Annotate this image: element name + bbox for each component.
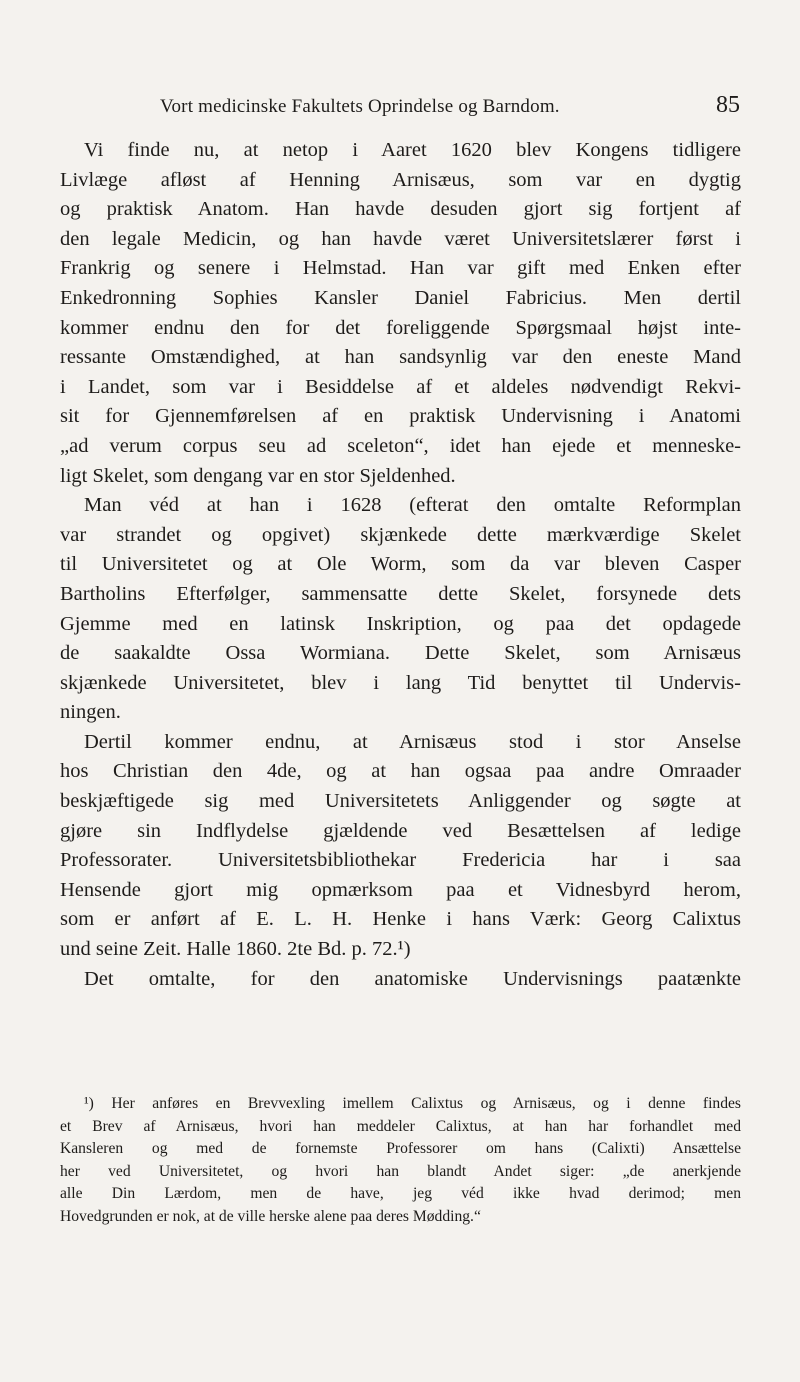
text-line: sit for Gjennemførelsen af en praktisk Undervisning i Anatomi: [60, 405, 741, 428]
text-line: ningen.: [60, 701, 121, 724]
text-line: Enkedronning Sophies Kansler Daniel Fabricius. Men dertil: [60, 286, 741, 309]
footnote-line: et Brev af Arnisæus, hvori han meddeler Calixtus, at han har forhandlet med: [60, 1117, 741, 1135]
body-text: [60, 136, 741, 994]
text-line: kommer endnu den for det foreliggende Spørgsmaal højst inte-: [60, 316, 741, 339]
text-line: Hensende gjort mig opmærksom paa et Vidnesbyrd herom,: [60, 878, 741, 901]
text-line: Professorater. Universitetsbibliothekar Fredericia har i saa: [60, 849, 741, 872]
text-line: Gjemme med en latinsk Inskription, og paa det opdagede: [60, 612, 741, 635]
page-header: [60, 92, 740, 122]
text-line: „ad verum corpus seu ad sceleton“, idet han ejede et menneske-: [60, 434, 741, 457]
text-line: ressante Omstændighed, at han sandsynlig var den eneste Mand: [60, 346, 741, 369]
footnote-line: ¹) Her anføres en Brevvexling imellem Calixtus og Arnisæus, og i denne findes: [84, 1095, 741, 1112]
footnote-line: Kansleren og med de fornemste Professorer om hans (Calixti) Ansættelse: [60, 1140, 741, 1158]
text-line: und seine Zeit. Halle 1860. 2te Bd. p. 72.¹): [60, 938, 411, 961]
text-line: hos Christian den 4de, og at han ogsaa paa andre Omraader: [60, 760, 741, 783]
text-line: som er anført af E. L. H. Henke i hans Værk: Georg Calixtus: [60, 908, 741, 931]
text-line: Det omtalte, for den anatomiske Undervisnings paatænkte: [84, 967, 741, 990]
text-line: den legale Medicin, og han havde været Universitetslærer først i: [60, 227, 741, 250]
text-line: og praktisk Anatom. Han havde desuden gjort sig fortjent af: [60, 198, 741, 221]
text-line: ligt Skelet, som dengang var en stor Sjeldenhed.: [60, 464, 456, 487]
running-title: Vort medicinske Fakultets Oprindelse og Barndom.: [160, 96, 560, 117]
footnote-line: Hovedgrunden er nok, at de ville herske alene paa deres Mødding.“: [60, 1207, 481, 1225]
text-line: Vi finde nu, at netop i Aaret 1620 blev Kongens tidligere: [84, 139, 741, 161]
footnote-line: alle Din Lærdom, men de have, jeg véd ikke hvad derimod; men: [60, 1185, 741, 1203]
text-line: de saakaldte Ossa Wormiana. Dette Skelet, som Arnisæus: [60, 642, 741, 665]
text-line: beskjæftigede sig med Universitetets Anliggender og søgte at: [60, 790, 741, 813]
footnote-line: her ved Universitetet, og hvori han blandt Andet siger: „de anerkjende: [60, 1162, 741, 1180]
text-line: i Landet, som var i Besiddelse af et aldeles nødvendigt Rekvi-: [60, 375, 741, 398]
text-line: Frankrig og senere i Helmstad. Han var gift med Enken efter: [60, 257, 741, 280]
text-line: skjænkede Universitetet, blev i lang Tid benyttet til Undervis-: [60, 671, 741, 694]
text-line: Dertil kommer endnu, at Arnisæus stod i stor Anselse: [84, 730, 741, 753]
footnote: [60, 1093, 741, 1229]
text-line: Livlæge afløst af Henning Arnisæus, som var en dygtig: [60, 168, 741, 191]
text-line: til Universitetet og at Ole Worm, som da var bleven Casper: [60, 553, 741, 576]
text-line: Bartholins Efterfølger, sammensatte dette Skelet, forsynede dets: [60, 582, 741, 605]
text-line: var strandet og opgivet) skjænkede dette mærkværdige Skelet: [60, 523, 741, 546]
page-number: 85: [716, 92, 740, 118]
text-line: Man véd at han i 1628 (efterat den omtalte Reformplan: [84, 494, 741, 517]
text-line: gjøre sin Indflydelse gjældende ved Besættelsen af ledige: [60, 819, 741, 842]
